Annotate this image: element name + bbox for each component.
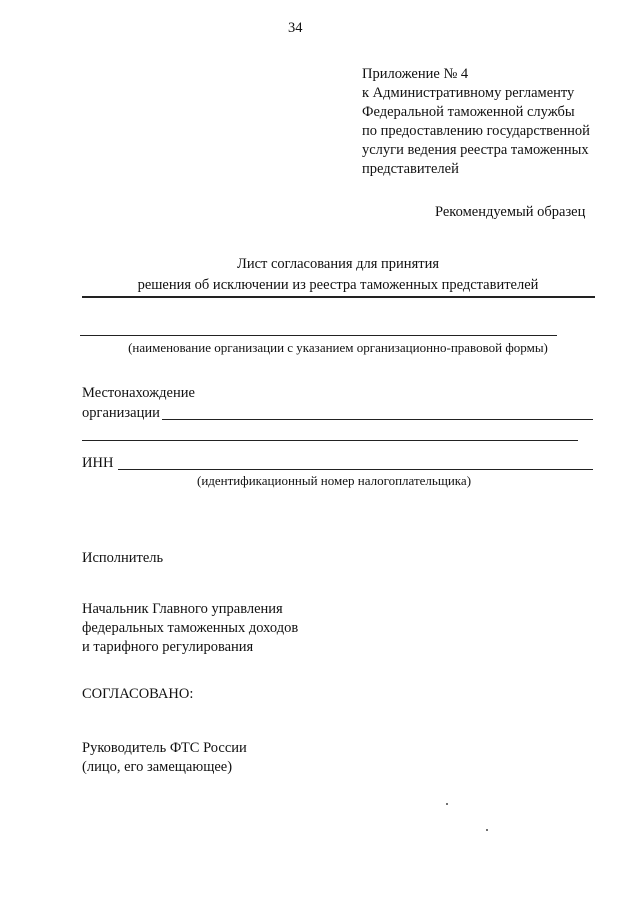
leader-block: [82, 739, 247, 777]
appendix-line: по предоставлению государственной: [362, 123, 590, 139]
head-block: [82, 600, 298, 657]
page-number: 34: [288, 20, 303, 36]
head-line: федеральных таможенных доходов: [82, 620, 299, 636]
inn-caption: (идентификационный номер налогоплательщика): [197, 473, 472, 488]
org-name-caption: (наименование организации с указанием организационно-правовой формы): [128, 340, 548, 355]
executor-label: Исполнитель: [82, 550, 164, 566]
appendix-block: [362, 65, 590, 179]
appendix-line: представителей: [362, 161, 459, 177]
head-line: Начальник Главного управления: [82, 601, 283, 617]
leader-line: Руководитель ФТС России: [82, 740, 247, 756]
appendix-line: к Административному регламенту: [362, 85, 575, 101]
sample-note: Рекомендуемый образец: [435, 204, 586, 220]
appendix-line: услуги ведения реестра таможенных: [362, 142, 589, 158]
appendix-line: Приложение № 4: [362, 66, 469, 82]
location-label-line1: Местонахождение: [82, 385, 195, 401]
org-name-line: [80, 335, 557, 336]
inn-label: ИНН: [82, 455, 114, 471]
scan-speck: [486, 829, 488, 831]
head-line: и тарифного регулирования: [82, 639, 254, 655]
inn-line: [118, 469, 593, 470]
location-line-2: [82, 440, 578, 441]
document-title-line1: Лист согласования для принятия: [236, 256, 440, 272]
appendix-line: Федеральной таможенной службы: [362, 104, 575, 120]
title-underline: [82, 296, 595, 298]
location-line: [162, 419, 593, 420]
leader-line: (лицо, его замещающее): [82, 759, 233, 775]
document-title-line2: решения об исключении из реестра таможенных представителей: [137, 277, 539, 293]
agreed-label: СОГЛАСОВАНО:: [82, 686, 194, 702]
scan-speck: [446, 803, 448, 805]
location-label-line2: организации: [82, 405, 160, 421]
